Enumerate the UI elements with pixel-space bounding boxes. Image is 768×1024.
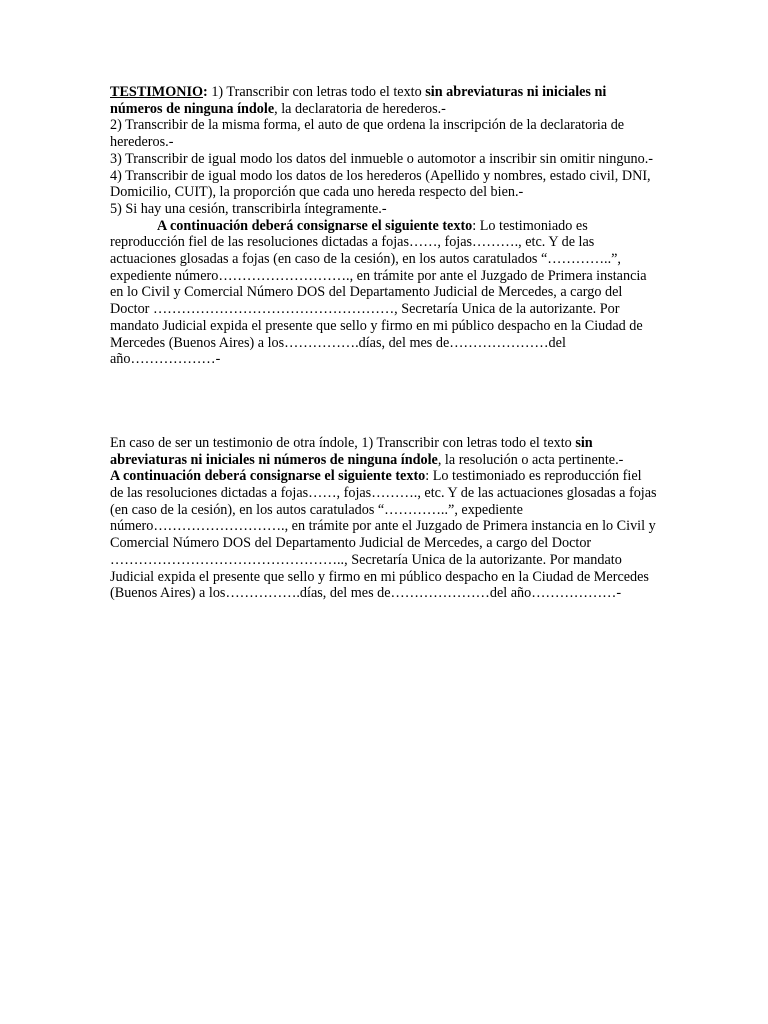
continuation-text-2: : Lo testimoniado es reproducción fiel de las resoluciones dictadas a fojas……, fojas………., etc. Y de las actuaciones glosadas a fojas (en caso de la cesión), en los autos caratulados “…………..”, expediente número………………………., en trámite por ante el Juzgado de Primera instancia en lo Civil y Comercial Número DOS del Departamento Judicial de Mercedes, a cargo del Doctor ………………………………………….., Secretaría Unica de la autorizante. Por mandato Judicial expida el presente que sello y firmo en mi público despacho en la Ciudad de Mercedes (Buenos Aires) a los…………….días, del mes de…………………del año………………- xyxy=(110,468,657,602)
continuation-text-1: : Lo testimoniado es reproducción fiel de las resoluciones dictadas a fojas……, fojas………., etc. Y de las actuaciones glosadas a fojas (en caso de la cesión), en los autos caratulados “…………..”, expediente número………………………., en trámite por ante el Juzgado de Primera instancia en lo Civil y Comercial Número DOS del Departamento Judicial de Mercedes, a cargo del Doctor ……………………………………………, Secretaría Unica de la autorizante. Por mandato Judicial expida el presente que sello y firmo en mi público despacho en la Ciudad de Mercedes (Buenos Aires) a los…………….días, del mes de…………………del año………………- xyxy=(110,217,647,368)
other-intro-text-start: En caso de ser un testimonio de otra índole, 1) Transcribir con letras todo el texto xyxy=(110,434,576,451)
continuation-paragraph-1 xyxy=(110,218,658,368)
testimonio-item-5: 5) Si hay una cesión, transcribirla íntegramente.- xyxy=(110,200,387,217)
testimonio-item-2: 2) Transcribir de la misma forma, el auto de que ordena la inscripción de la declaratoria de herederos.- xyxy=(110,117,625,151)
other-intro-emphasis: sin abreviaturas ni iniciales ni números de ninguna índole xyxy=(110,434,593,468)
continuation-paragraph-2 xyxy=(110,468,658,602)
section-spacer xyxy=(110,368,658,435)
item-1-emphasis: sin abreviaturas ni iniciales ni números de ninguna índole xyxy=(110,84,607,117)
testimonio-heading: TESTIMONIO xyxy=(110,84,204,100)
item-1-text-end: , la declaratoria de herederos.- xyxy=(274,100,446,117)
testimonio-item-4: 4) Transcribir de igual modo los datos de los herederos (Apellido y nombres, estado civil, DNI, Domicilio, CUIT), la proporción que cada uno hereda respecto del bien.- xyxy=(110,167,651,201)
continuation-heading-1: A continuación deberá consignarse el siguiente texto xyxy=(157,217,473,234)
testimonio-item-3: 3) Transcribir de igual modo los datos del inmueble o automotor a inscribir sin omitir ninguno.- xyxy=(110,150,653,167)
other-intro-text-end: , la resolución o acta pertinente.- xyxy=(437,451,624,468)
testimonio-item-1 xyxy=(110,84,658,117)
other-testimonio-intro xyxy=(110,435,658,468)
item-1-text-start: 1) Transcribir con letras todo el texto xyxy=(207,84,426,100)
testimonio-heading-colon: : xyxy=(203,84,208,100)
document-body xyxy=(110,84,658,602)
continuation-heading-2: A continuación deberá consignarse el siguiente texto xyxy=(110,468,426,485)
